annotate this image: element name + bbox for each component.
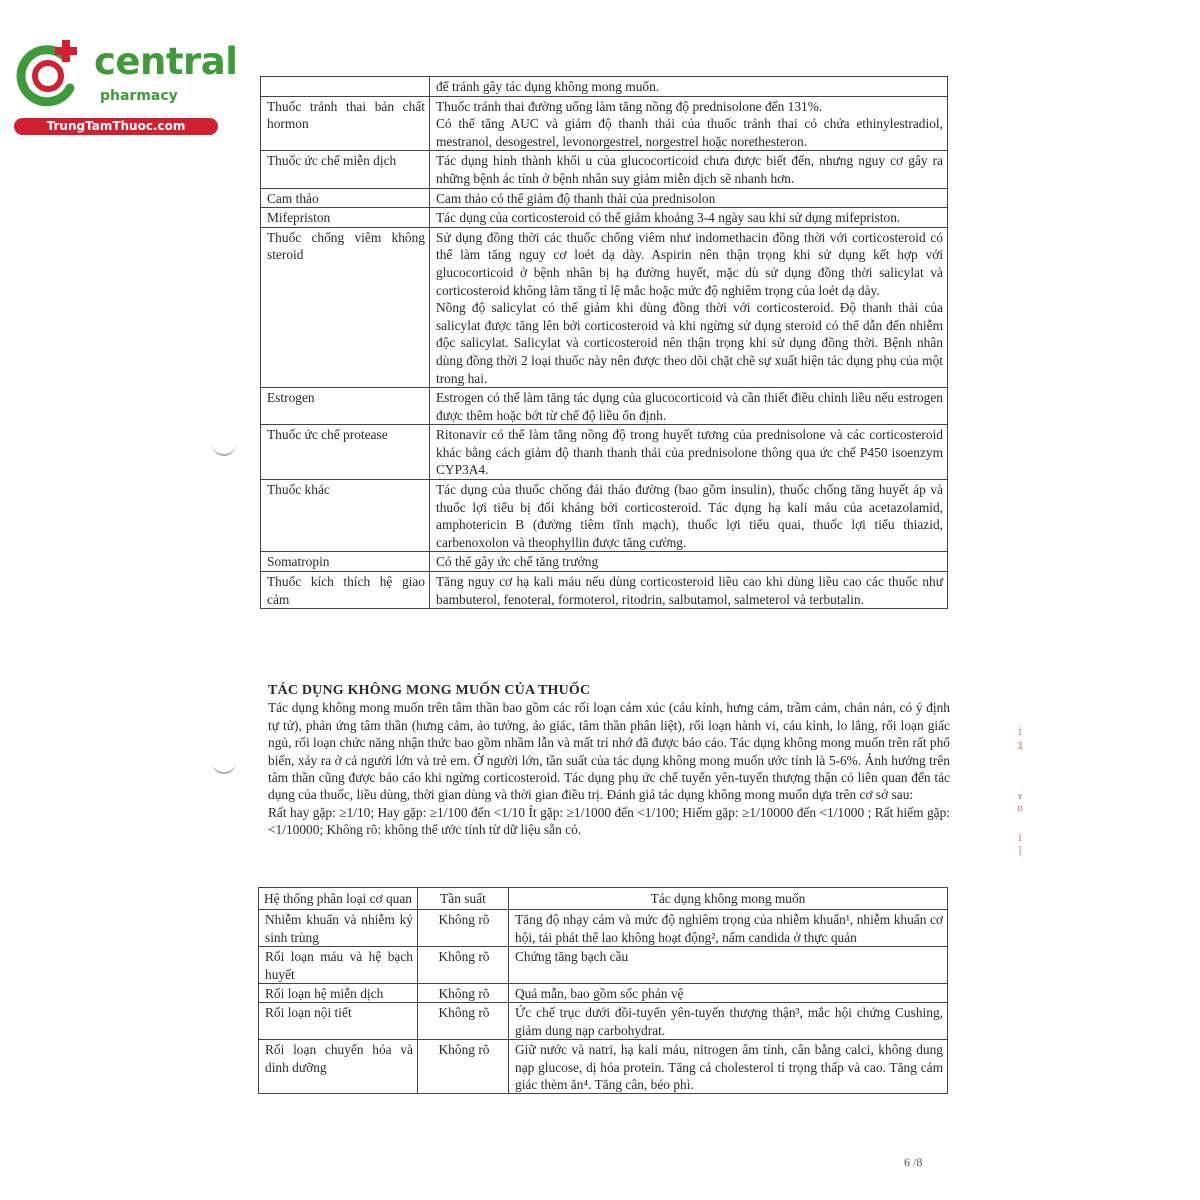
table-row	[259, 1040, 948, 1094]
binder-hole-mark	[212, 440, 236, 456]
interaction-effect-cell: Tác dụng của thuốc chống đái tháo đường (bao gồm insulin), thuốc chống tăng huyết áp và thuốc lợi tiểu bị đối kháng bởi corticosteroid. Tác dụng hạ kali máu của acetazolamid, amphotericin B (đường tiêm tĩnh mạch), thuốc lợi tiểu quai, thuốc lợi tiểu thiazid, carbenoxolon và theophyllin được tăng cường.	[430, 480, 948, 552]
interaction-drug-cell: Estrogen	[261, 388, 430, 425]
binder-hole-mark	[212, 758, 236, 774]
table-row	[261, 77, 948, 97]
table-header: Tác dụng không mong muốn	[509, 888, 948, 910]
margin-stamp-mark: ⅰ ɭ	[1018, 832, 1022, 856]
frequency-cell: Không rõ	[418, 1003, 509, 1040]
interaction-drug-cell: Mifepriston	[261, 208, 430, 228]
interaction-effect-cell: Sử dụng đồng thời các thuốc chống viêm như indomethacin đồng thời với corticosteroid có thể làm tăng nguy cơ loét dạ dày. Aspirin nên thận trọng khi sử dụng kết hợp với glucocorticoid ở bệnh nhân bị hạ đường huyết, mặc dù sử dụng đồng thời salicylat và corticosteroid không làm tăng tỉ lệ mắc hoặc mức độ nghiêm trọng của loét dạ dày. Nồng độ salicylat có thể giảm khi dùng đồng thời với corticosteroid. Độ thanh thải của salicylat được tăng lên bởi corticosteroid và khi ngừng sử dụng steroid có thể dẫn đến nhiễm độc salicylat. Salicylat và corticosteroid nên thận trọng khi sử dụng đồng thời. Bệnh nhân dùng đồng thời 2 loại thuốc này nên được theo dõi chặt chẽ sự xuất hiện tác dụng phụ của một trong hai.	[430, 227, 948, 387]
table-row	[261, 388, 948, 425]
interaction-drug-cell: Somatropin	[261, 552, 430, 572]
table-row	[259, 947, 948, 984]
frequency-cell: Không rõ	[418, 984, 509, 1003]
table-row	[259, 1003, 948, 1040]
interaction-drug-cell: Thuốc khác	[261, 480, 430, 552]
frequency-cell: Không rõ	[418, 910, 509, 947]
organ-class-cell: Nhiễm khuẩn và nhiễm ký sinh trùng	[259, 910, 418, 947]
interaction-effect-cell: Ritonavir có thể làm tăng nồng độ trong huyết tương của prednisolone và các corticosteroid khác bằng cách giảm độ thanh thanh thải của prednisolone thông qua ức chế P450 isoenzym CYP3A4.	[430, 425, 948, 480]
table-row	[261, 425, 948, 480]
frequency-definitions: Rất hay gặp: ≥1/10; Hay gặp: ≥1/100 đến <1/10 Ít gặp: ≥1/1000 đến <1/100; Hiếm gặp: ≥1/10000 đến <1/1000 ; Rất hiếm gặp: <1/10000; Không rõ: không thể ước tính từ dữ liệu sẵn có.	[268, 804, 950, 838]
table-header: Tần suất	[418, 888, 509, 910]
logo-brand-name: central	[94, 40, 238, 83]
page-number: 6 /8	[904, 1155, 923, 1169]
interaction-drug-cell: Thuốc tránh thai bản chất hormon	[261, 96, 430, 151]
interaction-drug-cell: Thuốc chống viêm không steroid	[261, 227, 430, 387]
interaction-drug-cell: Thuốc ức chế miễn dịch	[261, 151, 430, 188]
table-row	[261, 480, 948, 552]
central-pharmacy-logo	[8, 36, 238, 140]
adverse-effect-cell: Quá mẫn, bao gồm sốc phản vệ	[509, 984, 948, 1003]
interaction-effect-cell: Cam thảo có thể giảm độ thanh thải của prednisolon	[430, 188, 948, 208]
organ-class-cell: Rối loạn nội tiết	[259, 1003, 418, 1040]
margin-stamp-mark: ⅰ ʓ	[1017, 726, 1023, 750]
table-header: Hệ thống phân loại cơ quan	[259, 888, 418, 910]
table-row	[261, 227, 948, 387]
adverse-effect-cell: Ức chế trục dưới đồi-tuyến yên-tuyến thượng thận³, mắc hội chứng Cushing, giảm dung nạp carbohydrat.	[509, 1003, 948, 1040]
interaction-drug-cell: Thuốc kích thích hệ giao cảm	[261, 572, 430, 609]
logo-brand-subtitle: pharmacy	[100, 88, 178, 104]
interaction-drug-cell	[261, 77, 430, 97]
interaction-effect-cell: Tăng nguy cơ hạ kali máu nếu dùng corticosteroid liều cao khi dùng liều cao các thuốc như bambuterol, fenoteral, formoterol, ritodrin, salbutamol, salmeterol và terbutalin.	[430, 572, 948, 609]
organ-class-cell: Rối loạn hệ miễn dịch	[259, 984, 418, 1003]
adverse-effect-cell: Giữ nước và natri, hạ kali máu, nitrogen âm tính, cân bằng calci, không dung nạp glucose, dị hóa protein. Tăng cả cholesterol tỉ trọng thấp và cao. Tăng cảm giác thèm ăn⁴. Tăng cân, béo phì.	[509, 1040, 948, 1094]
organ-class-cell: Rối loạn máu và hệ bạch huyết	[259, 947, 418, 984]
interaction-effect-cell: Tác dụng hình thành khối u của glucocorticoid chưa được biết đến, nhưng nguy cơ gây ra những bệnh ác tính ở bệnh nhân suy giảm miễn dịch sẽ nhanh hơn.	[430, 151, 948, 188]
organ-class-cell: Rối loạn chuyển hóa và dinh dưỡng	[259, 1040, 418, 1094]
frequency-cell: Không rõ	[418, 1040, 509, 1094]
interaction-effect-cell: Có thể gây ức chế tăng trưởng	[430, 552, 948, 572]
drug-interactions-table	[260, 76, 948, 609]
interaction-effect-cell: để tránh gây tác dụng không mong muốn.	[430, 77, 948, 97]
interaction-effect-cell: Thuốc tránh thai đường uống làm tăng nồng độ prednisolone đến 131%. Có thể tăng AUC và giảm độ thanh thải của thuốc tránh thai có chứa ethinylestradiol, mestranol, desogestrel, levonorgestrel, norgestrel hoặc norethesteron.	[430, 96, 948, 151]
interaction-drug-cell: Cam thảo	[261, 188, 430, 208]
interaction-drug-cell: Thuốc ức chế protease	[261, 425, 430, 480]
section-paragraph: Tác dụng không mong muốn trên tâm thần bao gồm các rối loạn cảm xúc (cáu kỉnh, hưng cảm, trầm cảm, chán nản, có ý định tự tử), phản ứng tâm thần (hưng cảm, ảo tưởng, ảo giác, tâm thần phân liệt), rối loạn hành vi, cáu kỉnh, lo lắng, rối loạn giấc ngủ, rối loạn chức năng nhận thức bao gồm nhầm lẫn và mất trí nhớ đã được báo cáo. Tác dụng không mong muốn trên rất phổ biến, xảy ra ở cả người lớn và trẻ em. Ở người lớn, tần suất của tác dụng không mong muốn ước tính là 5-6%. Ảnh hưởng trên tâm thần cũng được báo cáo khi ngừng corticosteroid. Tác dụng phụ ức chế tuyến yên-tuyến thượng thận có liên quan đến tác dụng của thuốc, liều dùng, thời gian dùng và thời gian điều trị. Đánh giá tác dụng không mong muốn dựa trên cơ sở sau:	[268, 700, 950, 803]
table-row	[261, 208, 948, 228]
adverse-effects-table	[258, 887, 948, 1094]
adverse-effect-cell: Chứng tăng bạch cầu	[509, 947, 948, 984]
table-row	[261, 151, 948, 188]
table-row	[259, 910, 948, 947]
table-row	[259, 984, 948, 1003]
interaction-effect-cell: Tác dụng của corticosteroid có thể giảm khoảng 3-4 ngày sau khi sử dụng mifepriston.	[430, 208, 948, 228]
pharmacy-cross-logo-icon	[8, 36, 88, 116]
table-row	[261, 552, 948, 572]
adverse-effect-cell: Tăng độ nhạy cảm và mức độ nghiêm trọng của nhiễm khuẩn¹, nhiễm khuẩn cơ hội, tái phát thể lao không hoạt động², nấm candida ở thực quản	[509, 910, 948, 947]
table-row	[261, 572, 948, 609]
adverse-effects-section	[268, 682, 950, 839]
table-row	[261, 188, 948, 208]
margin-stamp-mark: ɤ ɒ	[1017, 790, 1023, 814]
table-row	[261, 96, 948, 151]
section-heading: TÁC DỤNG KHÔNG MONG MUỐN CỦA THUỐC	[268, 683, 591, 698]
interaction-effect-cell: Estrogen có thể làm tăng tác dụng của glucocorticoid và cần thiết điều chỉnh liều nếu estrogen được thêm hoặc bớt từ chế độ liều ổn định.	[430, 388, 948, 425]
frequency-cell: Không rõ	[418, 947, 509, 984]
logo-website: TrungTamThuoc.com	[14, 118, 218, 135]
